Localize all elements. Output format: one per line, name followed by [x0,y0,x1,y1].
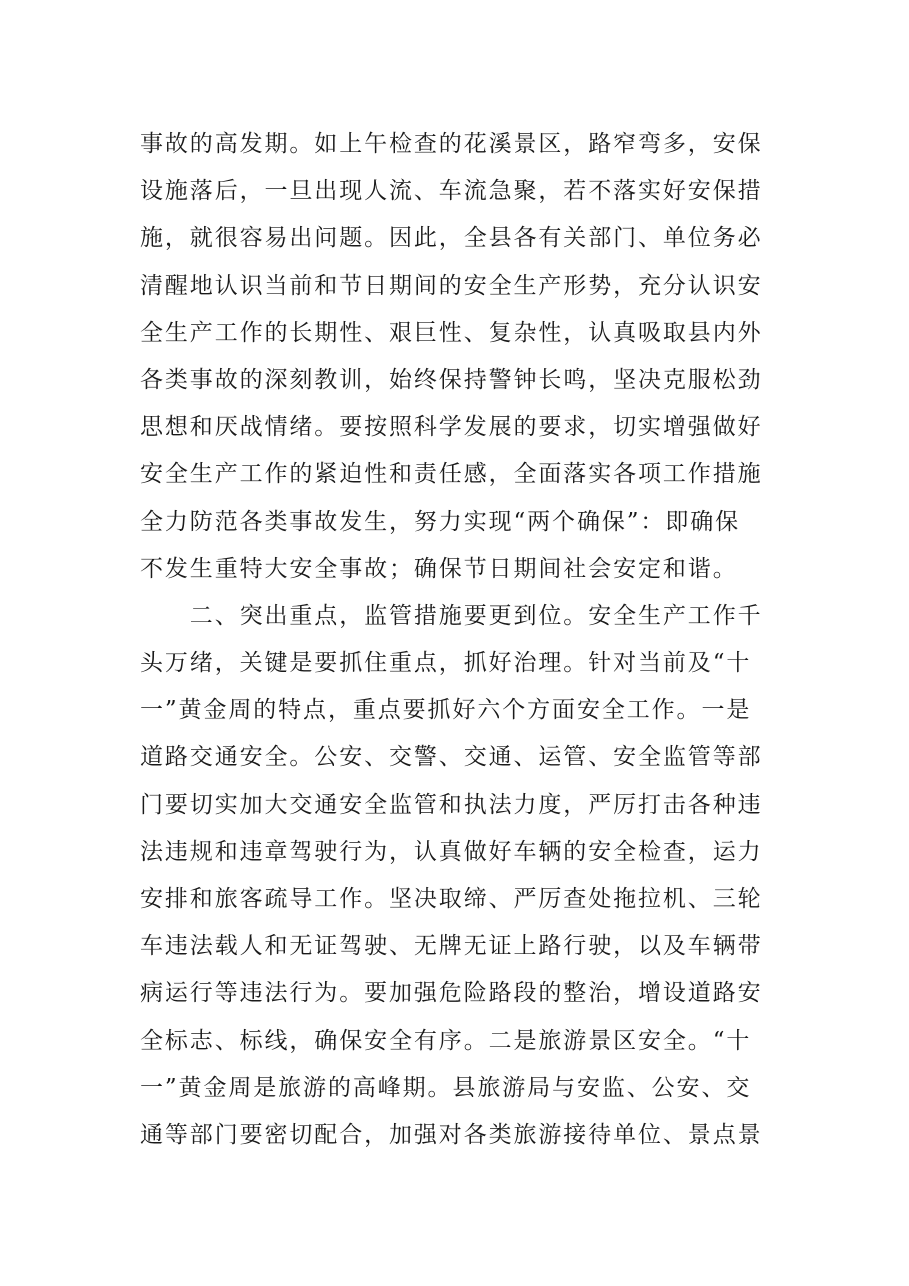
text-line-15: 门要切实加大交通安全监管和执法力度，严厉打击各种违 [140,791,763,818]
text-line-1: 事故的高发期。如上午检查的花溪景区，路窄弯多，安保 [140,131,763,157]
text-line-5: 全生产工作的长期性、艰巨性、复杂性，认真吸取县内外 [140,319,763,346]
text-line-10: 不发生重特大安全事故；确保节日期间社会安定和谐。 [140,555,738,582]
text-line-3: 施，就很容易出问题。因此，全县各有关部门、单位务必 [140,225,763,252]
text-line-21: 一”黄金周是旅游的高峰期。县旅游局与安监、公安、交 [140,1074,752,1101]
text-line-12: 头万绪，关键是要抓住重点，抓好治理。针对当前及“十 [140,650,752,677]
text-line-4: 清醒地认识当前和节日期间的安全生产形势，充分认识安 [140,272,763,299]
text-line-8: 安全生产工作的紧迫性和责任感，全面落实各项工作措施 [140,461,763,488]
text-line-13: 一”黄金周的特点，重点要抓好六个方面安全工作。一是 [140,697,752,724]
text-line-16: 法违规和违章驾驶行为，认真做好车辆的安全检查，运力 [140,838,763,865]
text-line-19: 病运行等违法行为。要加强危险路段的整治，增设道路安 [140,980,763,1007]
text-line-11: 二、突出重点，监管措施要更到位。安全生产工作千 [140,602,763,629]
body-text [140,121,780,1159]
text-line-14: 道路交通安全。公安、交警、交通、运管、安全监管等部 [140,744,763,771]
text-line-9: 全力防范各类事故发生，努力实现“两个确保”：即确保 [140,508,741,535]
text-line-20: 全标志、标线，确保安全有序。二是旅游景区安全。“十 [140,1027,752,1054]
text-line-7: 思想和厌战情绪。要按照科学发展的要求，切实增强做好 [140,414,763,441]
text-line-22: 通等部门要密切配合，加强对各类旅游接待单位、景点景 [140,1121,763,1148]
text-line-17: 安排和旅客疏导工作。坚决取缔、严厉查处拖拉机、三轮 [140,886,763,912]
text-line-6: 各类事故的深刻教训，始终保持警钟长鸣，坚决克服松劲 [140,366,763,393]
text-line-18: 车违法载人和无证驾驶、无牌无证上路行驶，以及车辆带 [140,933,763,960]
text-line-2: 设施落后，一旦出现人流、车流急聚，若不落实好安保措 [140,178,763,205]
